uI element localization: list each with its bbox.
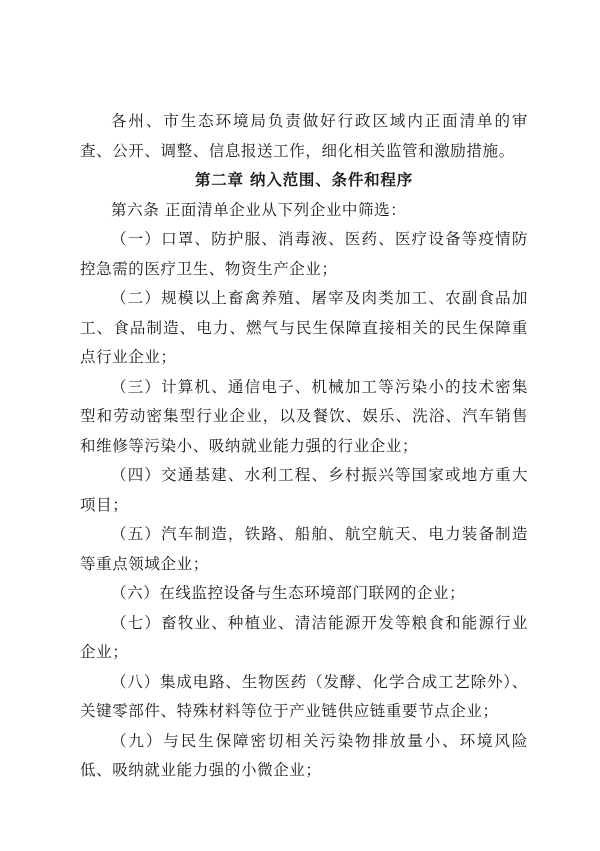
list-item-9: （九）与民生保障密切相关污染物排放量小、环境风险低、吸纳就业能力强的小微企业；: [80, 731, 528, 779]
list-item-4: （四）交通基建、水利工程、乡村振兴等国家或地方重大项目；: [80, 466, 528, 514]
article-6-paragraph: 第六条 正面清单企业从下列企业中筛选：: [111, 200, 407, 219]
list-item-1: （一）口罩、防护服、消毒液、医药、医疗设备等疫情防控急需的医疗卫生、物资生产企业；: [80, 230, 528, 278]
list-item-7: （七）畜牧业、种植业、清洁能源开发等粮食和能源行业企业；: [80, 613, 528, 661]
list-item-8: （八）集成电路、生物医药（发酵、化学合成工艺除外）、关键零部件、特殊材料等位于产业链供应链重要节点企业；: [80, 672, 528, 720]
list-item-2: （二）规模以上畜禽养殖、屠宰及肉类加工、农副食品加工、食品制造、电力、燃气与民生保障直接相关的民生保障重点行业企业；: [80, 289, 528, 366]
list-item-6: （六）在线监控设备与生态环境部门联网的企业；: [111, 584, 466, 602]
document-body: [80, 107, 528, 786]
list-item-3: （三）计算机、通信电子、机械加工等污染小的技术密集型和劳动密集型行业企业，以及餐饮、娱乐、洗浴、汽车销售和维修等污染小、吸纳就业能力强的行业企业；: [80, 377, 528, 455]
list-item-5: （五）汽车制造，铁路、船舶、航空航天、电力装备制造等重点领域企业；: [80, 525, 528, 573]
intro-paragraph: 各州、市生态环境局负责做好行政区域内正面清单的审查、公开、调整、信息报送工作，细化相关监管和激励措施。: [80, 112, 528, 160]
chapter-heading: 第二章 纳入范围、条件和程序: [194, 171, 414, 189]
